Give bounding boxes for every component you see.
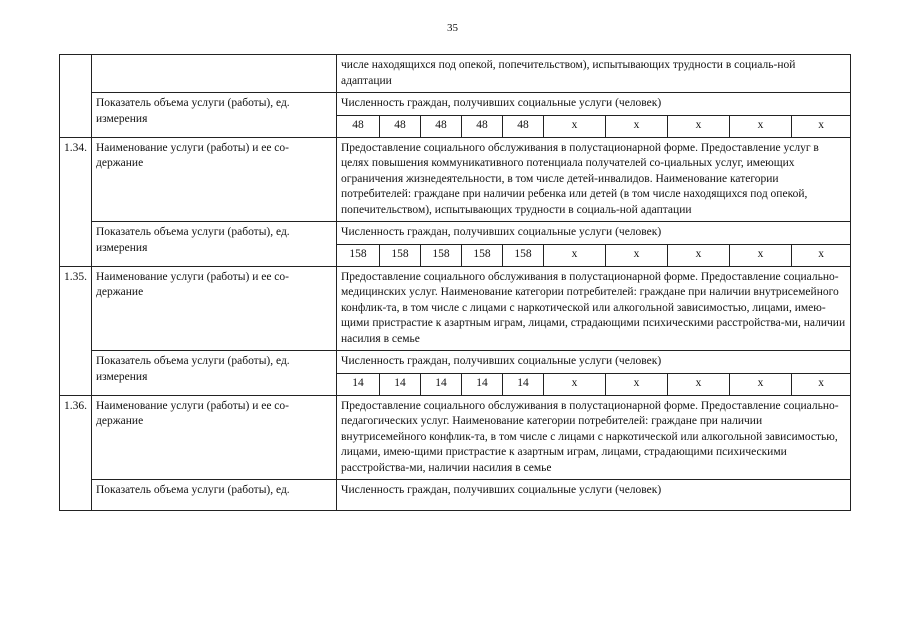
table-row <box>60 351 851 374</box>
value-cell: 48 <box>462 115 503 137</box>
value-cell: 158 <box>462 244 503 266</box>
table-row <box>60 480 851 511</box>
row-number-cell: 1.34. <box>60 137 92 266</box>
table-row <box>60 222 851 245</box>
value-cell: x <box>668 373 730 395</box>
name-label-cell: Наименование услуги (работы) и ее со-держание <box>92 137 337 222</box>
value-cell: x <box>730 115 792 137</box>
value-cell: x <box>544 244 606 266</box>
indicator-name-cell: Численность граждан, получивших социальные услуги (человек) <box>337 480 851 511</box>
indicator-label-cell: Показатель объема услуги (работы), ед. измерения <box>92 351 337 396</box>
value-cell: x <box>792 115 851 137</box>
name-label-cell <box>92 55 337 93</box>
page-number: 35 <box>447 22 458 34</box>
value-cell: x <box>792 244 851 266</box>
description-cell: Предоставление социального обслуживания в полустационарной форме. Предоставление услуг в целях повышения коммуникативного потенциала получателей со-циальных услуг, имеющих ограничения жизнедеятельности, в том числе детей-инвалидов. Наименование категории потребителей: граждане при наличии ребенка или детей (в том числе находящихся под опекой, попечительством), испытывающих трудности в социаль-ной адаптации <box>337 137 851 222</box>
value-cell: 14 <box>503 373 544 395</box>
table-row <box>60 395 851 480</box>
indicator-label-cell: Показатель объема услуги (работы), ед. измерения <box>92 93 337 138</box>
value-cell: 158 <box>337 244 380 266</box>
value-cell: x <box>606 115 668 137</box>
value-cell: 14 <box>462 373 503 395</box>
value-cell: x <box>544 373 606 395</box>
row-number-cell: 1.35. <box>60 266 92 395</box>
value-cell: 158 <box>380 244 421 266</box>
value-cell: 14 <box>380 373 421 395</box>
indicator-label-cell: Показатель объема услуги (работы), ед. <box>92 480 337 511</box>
value-cell: 14 <box>337 373 380 395</box>
value-cell: 48 <box>380 115 421 137</box>
value-cell: x <box>668 115 730 137</box>
indicator-name-cell: Численность граждан, получивших социальные услуги (человек) <box>337 93 851 116</box>
row-number-cell <box>60 55 92 138</box>
value-cell: 48 <box>503 115 544 137</box>
indicator-name-cell: Численность граждан, получивших социальные услуги (человек) <box>337 222 851 245</box>
table-row <box>60 266 851 351</box>
value-cell: 14 <box>421 373 462 395</box>
value-cell: x <box>606 373 668 395</box>
value-cell: x <box>730 373 792 395</box>
value-cell: 48 <box>337 115 380 137</box>
indicator-name-cell: Численность граждан, получивших социальные услуги (человек) <box>337 351 851 374</box>
value-cell: x <box>668 244 730 266</box>
value-cell: 158 <box>503 244 544 266</box>
services-table <box>59 54 851 511</box>
value-cell: x <box>730 244 792 266</box>
value-cell: 48 <box>421 115 462 137</box>
value-cell: x <box>606 244 668 266</box>
name-label-cell: Наименование услуги (работы) и ее со-держание <box>92 266 337 351</box>
table-row <box>60 55 851 93</box>
value-cell: 158 <box>421 244 462 266</box>
value-cell: x <box>792 373 851 395</box>
name-label-cell: Наименование услуги (работы) и ее со-держание <box>92 395 337 480</box>
indicator-label-cell: Показатель объема услуги (работы), ед. измерения <box>92 222 337 267</box>
row-number-cell: 1.36. <box>60 395 92 511</box>
description-cell: Предоставление социального обслуживания в полустационарной форме. Предоставление социально-медицинских услуг. Наименование категории потребителей: граждане при наличии внутрисемейного конфлик-та, в том числе с лицами с наркотической или алкогольной зависимостью, лицами, имею-щими пристрастие к азартным играм, лицами, страдающими психическими расстройства-ми, наличии насилия в семье <box>337 266 851 351</box>
value-cell: x <box>544 115 606 137</box>
description-cell: числе находящихся под опекой, попечительством), испытывающих трудности в социаль-ной адаптации <box>337 55 851 93</box>
description-cell: Предоставление социального обслуживания в полустационарной форме. Предоставление социально-педагогических услуг. Наименование категории потребителей: граждане при наличии внутрисемейного конфлик-та, в том числе с лицами с наркотической или алкогольной зависимостью, лицами, имею-щими пристрастие к азартным играм, лицами, страдающими психическими расстройства-ми, наличии насилия в семье <box>337 395 851 480</box>
table-row <box>60 137 851 222</box>
table-row <box>60 93 851 116</box>
